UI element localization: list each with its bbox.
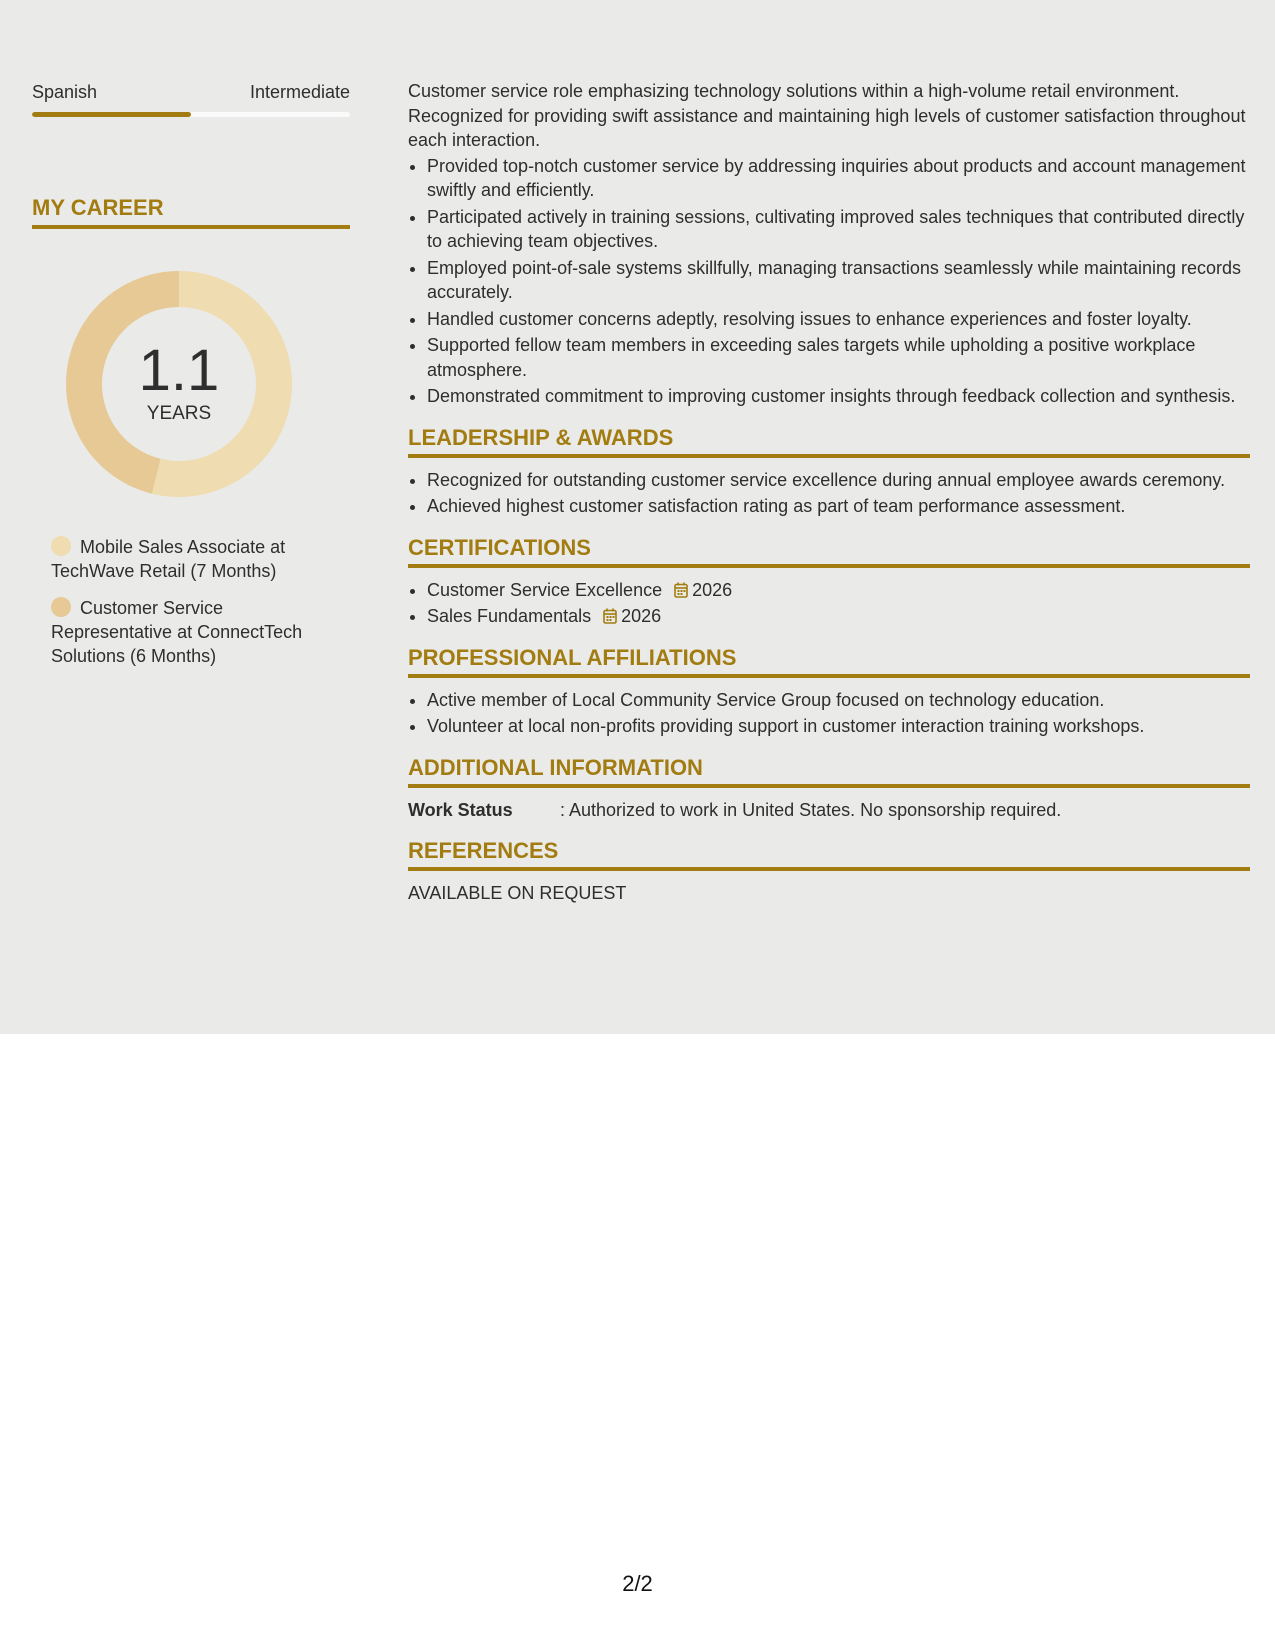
certification-year: 2026 — [621, 606, 662, 626]
experience-summary: Customer service role emphasizing technology solutions within a high-volume retail environment. Recognized for providing swift assistance and maintaining high levels of customer satisfaction throughout each interaction. — [408, 81, 1246, 150]
list-item: • Participated actively in training sessions, cultivating improved sales techniques that contributed directly to achieving team objectives. — [427, 205, 1250, 254]
legend-item — [51, 596, 331, 668]
language-name: Spanish — [32, 82, 98, 102]
work-status-row — [408, 798, 1250, 823]
list-item: • Achieved highest customer satisfaction rating as part of team performance assessment. — [427, 494, 1250, 519]
certification-item — [427, 604, 1250, 629]
career-donut-chart — [66, 271, 292, 497]
certification-name: Customer Service Excellence — [427, 579, 663, 600]
legend-dot-icon — [51, 536, 71, 556]
certification-year: 2026 — [692, 579, 733, 600]
career-total-value: 1.1 — [138, 338, 220, 403]
career-heading: MY CAREER — [32, 195, 350, 229]
list-item: • Employed point-of-sale systems skillfully, managing transactions seamlessly while maintaining records accurately. — [427, 256, 1250, 305]
list-item: • Volunteer at local non-profits providing support in customer interaction training workshops. — [427, 714, 1250, 739]
language-row — [32, 80, 350, 104]
certifications-heading: CERTIFICATIONS — [408, 535, 1250, 568]
legend-label: Customer Service Representative at ConnectTech Solutions (6 Months) — [51, 598, 303, 666]
language-proficiency-bar — [32, 112, 350, 117]
list-item: • Active member of Local Community Service Group focused on technology education. — [427, 688, 1250, 713]
work-status-value: : Authorized to work in United States. No sponsorship required. — [560, 799, 1062, 820]
legend-item — [51, 535, 331, 583]
experience-bullets — [408, 154, 1250, 409]
legend-dot-icon — [51, 597, 71, 617]
language-level: Intermediate — [249, 82, 350, 102]
leadership-list — [408, 468, 1250, 519]
right-column — [408, 79, 1250, 906]
calendar-icon — [674, 582, 688, 598]
language-proficiency-fill — [32, 112, 191, 117]
list-item: • Supported fellow team members in exceeding sales targets while upholding a positive workplace atmosphere. — [427, 333, 1250, 382]
leadership-heading: LEADERSHIP & AWARDS — [408, 425, 1250, 458]
additional-info-heading: ADDITIONAL INFORMATION — [408, 755, 1250, 788]
certification-item — [427, 578, 1250, 603]
list-item: • Recognized for outstanding customer service excellence during annual employee awards ceremony. — [427, 468, 1250, 493]
affiliations-list — [408, 688, 1250, 739]
list-item: • Provided top-notch customer service by addressing inquiries about products and account management swiftly and efficiently. — [427, 154, 1250, 203]
certifications-list — [408, 578, 1250, 629]
work-status-label: Work Status — [408, 799, 513, 820]
references-heading: REFERENCES — [408, 838, 1250, 871]
left-column — [32, 80, 350, 681]
list-item: • Handled customer concerns adeptly, resolving issues to enhance experiences and foster loyalty. — [427, 307, 1250, 332]
career-total-unit: YEARS — [146, 403, 212, 424]
page-number: 2/2 — [622, 1571, 653, 1596]
donut-center — [66, 271, 292, 497]
calendar-icon — [603, 608, 617, 624]
legend-label: Mobile Sales Associate at TechWave Retail (7 Months) — [51, 537, 286, 581]
career-legend — [51, 535, 331, 668]
references-text: AVAILABLE ON REQUEST — [408, 883, 627, 903]
affiliations-heading: PROFESSIONAL AFFILIATIONS — [408, 645, 1250, 678]
certification-name: Sales Fundamentals — [427, 606, 592, 626]
list-item: • Demonstrated commitment to improving customer insights through feedback collection and synthesis. — [427, 384, 1250, 409]
